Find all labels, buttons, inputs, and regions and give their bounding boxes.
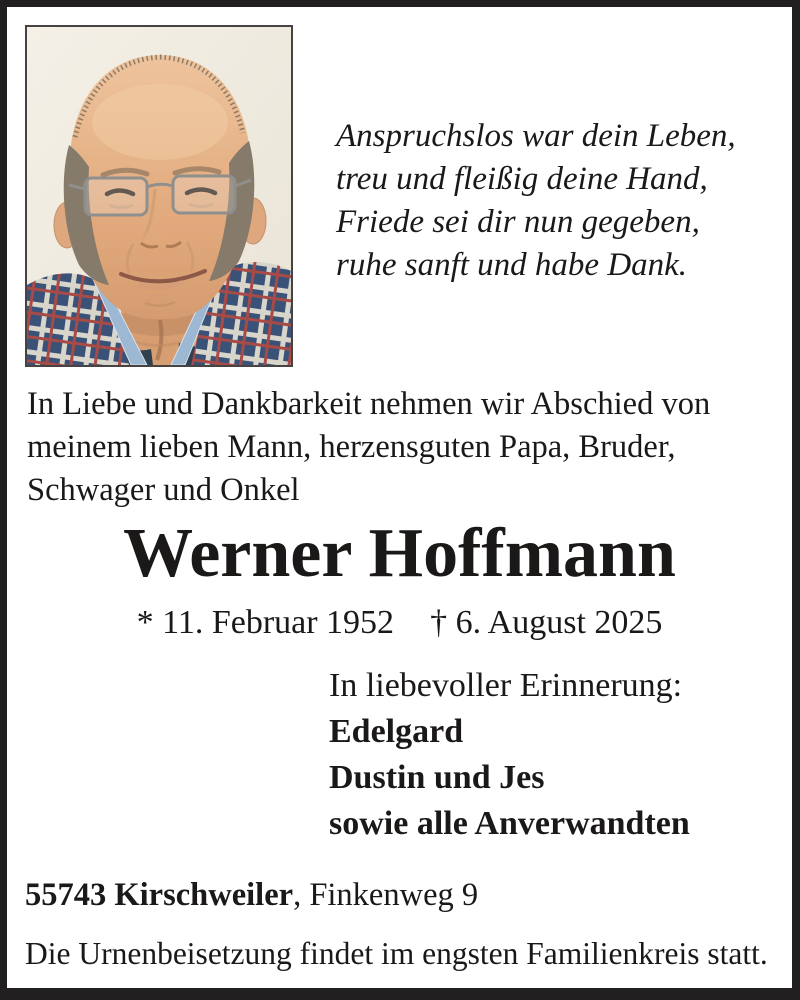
farewell-line: meinem lieben Mann, herzensguten Papa, Bruder, — [27, 429, 676, 465]
farewell-line: Schwager und Onkel — [27, 472, 300, 508]
birth-date: * 11. Februar 1952 — [136, 604, 395, 641]
funeral-note: Die Urnenbeisetzung findet im engsten Familienkreis statt. — [25, 936, 768, 971]
mourners-block — [329, 663, 690, 847]
address-street: , Finkenweg 9 — [293, 877, 479, 913]
address-locality: 55743 Kirschweiler — [25, 877, 294, 913]
address-line — [25, 875, 478, 915]
poem-line: ruhe sanft und habe Dank. — [336, 247, 688, 283]
poem-line: Anspruchslos war dein Leben, — [336, 118, 736, 154]
portrait-photo — [25, 25, 293, 367]
poem-line: Friede sei dir nun gegeben, — [336, 204, 700, 240]
life-dates — [7, 603, 792, 643]
portrait-illustration — [27, 27, 291, 365]
mourners-heading: In liebevoller Erinnerung: — [329, 667, 683, 704]
farewell-text — [27, 383, 710, 512]
death-date: † 6. August 2025 — [430, 604, 663, 641]
poem-line: treu und fleißig deine Hand, — [336, 161, 708, 197]
mourner-name: Dustin und Jes — [329, 759, 545, 796]
mourner-name: Edelgard — [329, 713, 464, 750]
mourner-name: sowie alle Anverwandten — [329, 805, 690, 842]
farewell-line: In Liebe und Dankbarkeit nehmen wir Abschied von — [27, 386, 711, 422]
deceased-name: Werner Hoffmann — [123, 515, 676, 592]
memorial-poem — [336, 115, 736, 287]
